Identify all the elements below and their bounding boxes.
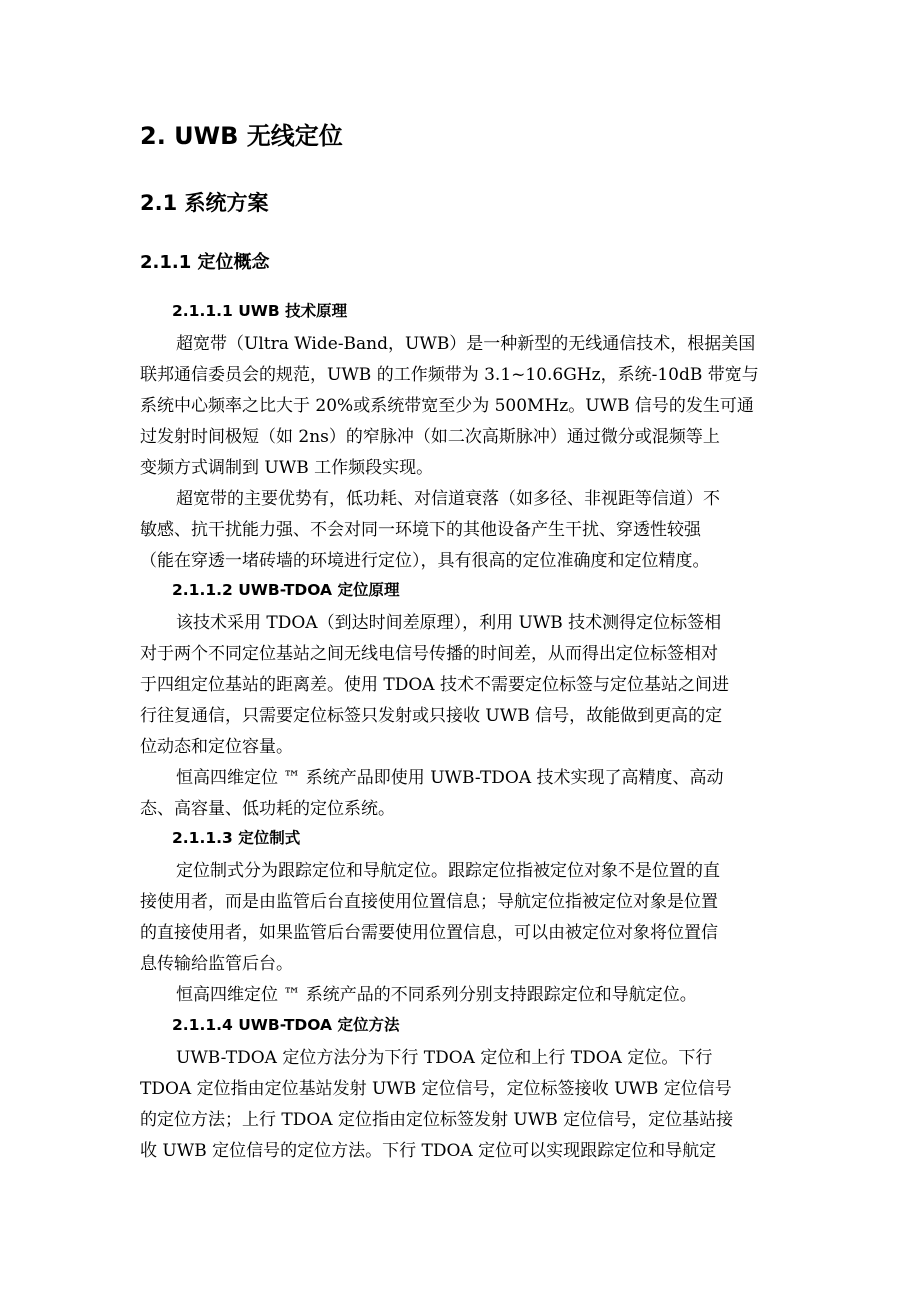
paragraph-line: 行往复通信，只需要定位标签只发射或只接收 UWB 信号，故能做到更高的定 [140, 706, 723, 726]
paragraph-line: 定位制式分为跟踪定位和导航定位。跟踪定位指被定位对象不是位置的直 [176, 861, 720, 881]
paragraph-uwb-definition [140, 329, 780, 484]
paragraph-tracking-navigation [140, 856, 780, 980]
paragraph-line: 的定位方法；上行 TDOA 定位指由定位标签发射 UWB 定位信号，定位基站接 [140, 1110, 734, 1130]
paragraph-line: 恒高四维定位 ™ 系统产品的不同系列分别支持跟踪定位和导航定位。 [176, 985, 697, 1005]
heading-positioning-mode: 2.1.1.3 定位制式 [172, 829, 301, 847]
paragraph-line: 的直接使用者，如果监管后台需要使用位置信息，可以由被定位对象将位置信 [140, 923, 718, 943]
paragraph-line: 位动态和定位容量。 [140, 737, 293, 757]
paragraph-line: 超宽带（Ultra Wide-Band，UWB）是一种新型的无线通信技术，根据美国 [176, 334, 756, 354]
paragraph-line: 恒高四维定位 ™ 系统产品即使用 UWB-TDOA 技术实现了高精度、高动 [176, 768, 724, 788]
paragraph-line: 接使用者，而是由监管后台直接使用位置信息；导航定位指被定位对象是位置 [140, 892, 718, 912]
paragraph-line: 变频方式调制到 UWB 工作频段实现。 [140, 458, 434, 478]
paragraph-line: UWB-TDOA 定位方法分为下行 TDOA 定位和上行 TDOA 定位。下行 [176, 1048, 713, 1068]
paragraph-product-system [140, 763, 780, 825]
paragraph-line: 该技术采用 TDOA（到达时间差原理），利用 UWB 技术测得定位标签相 [176, 613, 722, 633]
paragraph-line: 过发射时间极短（如 2ns）的窄脉冲（如二次高斯脉冲）通过微分或混频等上 [140, 427, 720, 447]
heading-tdoa-principle: 2.1.1.2 UWB-TDOA 定位原理 [172, 581, 400, 599]
paragraph-line: 敏感、抗干扰能力强、不会对同一环境下的其他设备产生干扰、穿透性较强 [140, 520, 701, 540]
paragraph-line: （能在穿透一堵砖墙的环境进行定位），具有很高的定位准确度和定位精度。 [140, 551, 710, 571]
paragraph-line: 联邦通信委员会的规范，UWB 的工作频带为 3.1~10.6GHz，系统-10dB 带宽与 [140, 365, 759, 385]
heading-positioning-concept: 2.1.1 定位概念 [140, 252, 270, 273]
heading-system-scheme: 2.1 系统方案 [140, 191, 269, 215]
paragraph-line: 系统中心频率之比大于 20%或系统带宽至少为 500MHz。UWB 信号的发生可通 [140, 396, 754, 416]
paragraph-line: 息传输给监管后台。 [140, 954, 293, 974]
paragraph-downlink-uplink-tdoa [140, 1043, 780, 1167]
heading-tdoa-method: 2.1.1.4 UWB-TDOA 定位方法 [172, 1016, 400, 1034]
paragraph-line: 态、高容量、低功耗的定位系统。 [140, 799, 395, 819]
paragraph-tdoa-technique [140, 608, 780, 763]
paragraph-line: 于四组定位基站的距离差。使用 TDOA 技术不需要定位标签与定位基站之间进 [140, 675, 729, 695]
paragraph-uwb-advantages [140, 484, 780, 577]
heading-uwb-tech-principle: 2.1.1.1 UWB 技术原理 [172, 302, 348, 320]
paragraph-product-series [140, 980, 780, 1011]
paragraph-line: 收 UWB 定位信号的定位方法。下行 TDOA 定位可以实现跟踪定位和导航定 [140, 1141, 717, 1161]
heading-uwb-positioning: 2. UWB 无线定位 [140, 122, 343, 150]
paragraph-line: 超宽带的主要优势有，低功耗、对信道衰落（如多径、非视距等信道）不 [176, 489, 720, 509]
paragraph-line: 对于两个不同定位基站之间无线电信号传播的时间差，从而得出定位标签相对 [140, 644, 718, 664]
paragraph-line: TDOA 定位指由定位基站发射 UWB 定位信号，定位标签接收 UWB 定位信号 [140, 1079, 732, 1099]
